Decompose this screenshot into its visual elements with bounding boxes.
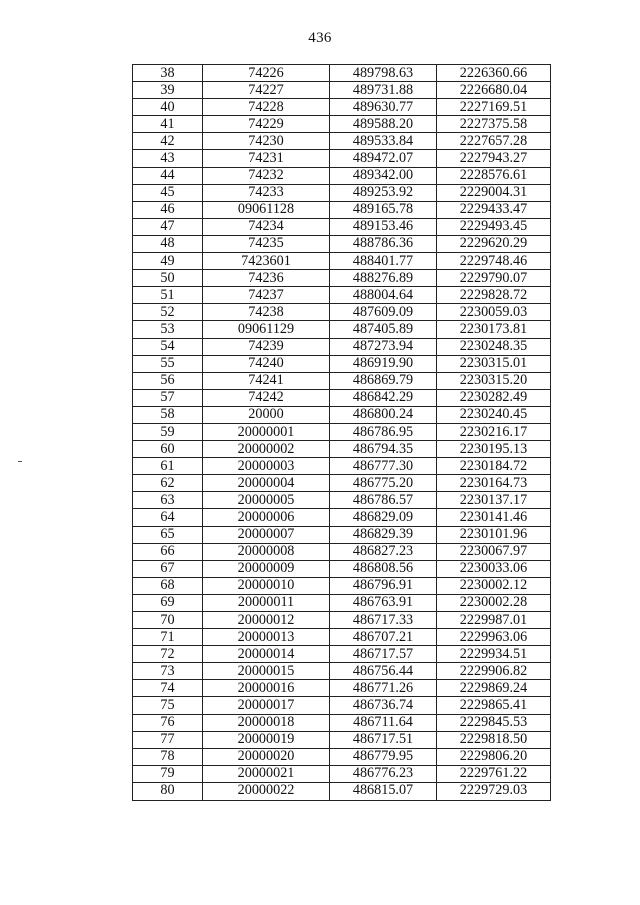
table-row <box>133 526 551 543</box>
point-id-cell: 09061129 <box>203 321 330 338</box>
x-coordinate-cell: 486829.39 <box>330 526 437 543</box>
y-coordinate-cell: 2226680.04 <box>437 82 551 99</box>
y-coordinate-cell: 2226360.66 <box>437 65 551 82</box>
y-coordinate-cell: 2230216.17 <box>437 423 551 440</box>
point-id-cell: 20000008 <box>203 543 330 560</box>
point-number-cell: 67 <box>133 560 203 577</box>
x-coordinate-cell: 486717.33 <box>330 612 437 629</box>
table-row <box>133 321 551 338</box>
table-row <box>133 150 551 167</box>
y-coordinate-cell: 2230033.06 <box>437 560 551 577</box>
x-coordinate-cell: 486776.23 <box>330 765 437 782</box>
point-number-cell: 50 <box>133 270 203 287</box>
y-coordinate-cell: 2230240.45 <box>437 406 551 423</box>
point-id-cell: 74231 <box>203 150 330 167</box>
y-coordinate-cell: 2229934.51 <box>437 646 551 663</box>
y-coordinate-cell: 2229906.82 <box>437 663 551 680</box>
table-row <box>133 389 551 406</box>
point-number-cell: 66 <box>133 543 203 560</box>
y-coordinate-cell: 2229806.20 <box>437 748 551 765</box>
point-id-cell: 74239 <box>203 338 330 355</box>
table-row <box>133 201 551 218</box>
point-number-cell: 40 <box>133 99 203 116</box>
y-coordinate-cell: 2229761.22 <box>437 765 551 782</box>
point-number-cell: 44 <box>133 167 203 184</box>
point-id-cell: 20000002 <box>203 441 330 458</box>
point-id-cell: 20000017 <box>203 697 330 714</box>
x-coordinate-cell: 486779.95 <box>330 748 437 765</box>
x-coordinate-cell: 487609.09 <box>330 304 437 321</box>
x-coordinate-cell: 486794.35 <box>330 441 437 458</box>
point-id-cell: 20000003 <box>203 458 330 475</box>
point-id-cell: 20000013 <box>203 629 330 646</box>
point-id-cell: 20000010 <box>203 577 330 594</box>
point-number-cell: 55 <box>133 355 203 372</box>
point-id-cell: 20000021 <box>203 765 330 782</box>
table-row <box>133 782 551 800</box>
table-row <box>133 680 551 697</box>
point-id-cell: 74242 <box>203 389 330 406</box>
point-number-cell: 62 <box>133 475 203 492</box>
point-id-cell: 74237 <box>203 287 330 304</box>
x-coordinate-cell: 489153.46 <box>330 218 437 235</box>
point-id-cell: 74226 <box>203 65 330 82</box>
table-row <box>133 406 551 423</box>
x-coordinate-cell: 488276.89 <box>330 270 437 287</box>
x-coordinate-cell: 486707.21 <box>330 629 437 646</box>
point-number-cell: 38 <box>133 65 203 82</box>
y-coordinate-cell: 2230184.72 <box>437 458 551 475</box>
point-number-cell: 58 <box>133 406 203 423</box>
table-row <box>133 304 551 321</box>
x-coordinate-cell: 489630.77 <box>330 99 437 116</box>
table-row <box>133 253 551 270</box>
y-coordinate-cell: 2229869.24 <box>437 680 551 697</box>
point-id-cell: 74230 <box>203 133 330 150</box>
x-coordinate-cell: 487273.94 <box>330 338 437 355</box>
x-coordinate-cell: 486775.20 <box>330 475 437 492</box>
point-number-cell: 57 <box>133 389 203 406</box>
table-row <box>133 475 551 492</box>
x-coordinate-cell: 489165.78 <box>330 201 437 218</box>
table-row <box>133 441 551 458</box>
table-row <box>133 458 551 475</box>
point-number-cell: 69 <box>133 594 203 611</box>
page-number: 436 <box>308 30 332 46</box>
point-id-cell: 74233 <box>203 184 330 201</box>
point-id-cell: 20000009 <box>203 560 330 577</box>
point-id-cell: 20000020 <box>203 748 330 765</box>
point-number-cell: 80 <box>133 782 203 800</box>
x-coordinate-cell: 486827.23 <box>330 543 437 560</box>
y-coordinate-cell: 2227943.27 <box>437 150 551 167</box>
table-row <box>133 612 551 629</box>
point-number-cell: 72 <box>133 646 203 663</box>
point-number-cell: 59 <box>133 423 203 440</box>
x-coordinate-cell: 489588.20 <box>330 116 437 133</box>
point-number-cell: 60 <box>133 441 203 458</box>
point-number-cell: 42 <box>133 133 203 150</box>
point-number-cell: 53 <box>133 321 203 338</box>
x-coordinate-cell: 489798.63 <box>330 65 437 82</box>
x-coordinate-cell: 486815.07 <box>330 782 437 800</box>
y-coordinate-cell: 2230248.35 <box>437 338 551 355</box>
x-coordinate-cell: 489472.07 <box>330 150 437 167</box>
table-row <box>133 355 551 372</box>
x-coordinate-cell: 489731.88 <box>330 82 437 99</box>
point-number-cell: 49 <box>133 253 203 270</box>
x-coordinate-cell: 486800.24 <box>330 406 437 423</box>
y-coordinate-cell: 2229729.03 <box>437 782 551 800</box>
table-row <box>133 116 551 133</box>
x-coordinate-cell: 486717.51 <box>330 731 437 748</box>
point-number-cell: 75 <box>133 697 203 714</box>
y-coordinate-cell: 2230002.12 <box>437 577 551 594</box>
y-coordinate-cell: 2227169.51 <box>437 99 551 116</box>
y-coordinate-cell: 2230059.03 <box>437 304 551 321</box>
table-row <box>133 270 551 287</box>
x-coordinate-cell: 486777.30 <box>330 458 437 475</box>
y-coordinate-cell: 2229493.45 <box>437 218 551 235</box>
point-id-cell: 20000006 <box>203 509 330 526</box>
y-coordinate-cell: 2230141.46 <box>437 509 551 526</box>
point-number-cell: 45 <box>133 184 203 201</box>
x-coordinate-cell: 488004.64 <box>330 287 437 304</box>
x-coordinate-cell: 486771.26 <box>330 680 437 697</box>
point-id-cell: 20000011 <box>203 594 330 611</box>
x-coordinate-cell: 488401.77 <box>330 253 437 270</box>
point-number-cell: 70 <box>133 612 203 629</box>
y-coordinate-cell: 2229790.07 <box>437 270 551 287</box>
table-row <box>133 235 551 252</box>
table-row <box>133 82 551 99</box>
table-row <box>133 748 551 765</box>
y-coordinate-cell: 2229987.01 <box>437 612 551 629</box>
point-number-cell: 48 <box>133 235 203 252</box>
point-number-cell: 71 <box>133 629 203 646</box>
x-coordinate-cell: 489342.00 <box>330 167 437 184</box>
x-coordinate-cell: 486717.57 <box>330 646 437 663</box>
point-number-cell: 41 <box>133 116 203 133</box>
y-coordinate-cell: 2230137.17 <box>437 492 551 509</box>
y-coordinate-cell: 2229433.47 <box>437 201 551 218</box>
x-coordinate-cell: 486786.57 <box>330 492 437 509</box>
y-coordinate-cell: 2227657.28 <box>437 133 551 150</box>
point-number-cell: 79 <box>133 765 203 782</box>
y-coordinate-cell: 2229818.50 <box>437 731 551 748</box>
y-coordinate-cell: 2230282.49 <box>437 389 551 406</box>
y-coordinate-cell: 2229620.29 <box>437 235 551 252</box>
y-coordinate-cell: 2230315.01 <box>437 355 551 372</box>
y-coordinate-cell: 2230002.28 <box>437 594 551 611</box>
point-id-cell: 74232 <box>203 167 330 184</box>
y-coordinate-cell: 2230173.81 <box>437 321 551 338</box>
point-number-cell: 76 <box>133 714 203 731</box>
y-coordinate-cell: 2230315.20 <box>437 372 551 389</box>
table-row <box>133 133 551 150</box>
table-row <box>133 167 551 184</box>
x-coordinate-cell: 486763.91 <box>330 594 437 611</box>
table-row <box>133 492 551 509</box>
point-id-cell: 74241 <box>203 372 330 389</box>
coordinates-table <box>132 64 551 801</box>
point-number-cell: 39 <box>133 82 203 99</box>
table-row <box>133 646 551 663</box>
point-number-cell: 63 <box>133 492 203 509</box>
point-number-cell: 77 <box>133 731 203 748</box>
table-row <box>133 663 551 680</box>
point-id-cell: 74240 <box>203 355 330 372</box>
point-number-cell: 54 <box>133 338 203 355</box>
x-coordinate-cell: 486756.44 <box>330 663 437 680</box>
table-row <box>133 372 551 389</box>
point-number-cell: 65 <box>133 526 203 543</box>
point-number-cell: 61 <box>133 458 203 475</box>
y-coordinate-cell: 2228576.61 <box>437 167 551 184</box>
x-coordinate-cell: 486796.91 <box>330 577 437 594</box>
table-row <box>133 594 551 611</box>
point-id-cell: 20000019 <box>203 731 330 748</box>
point-number-cell: 64 <box>133 509 203 526</box>
point-id-cell: 20000005 <box>203 492 330 509</box>
point-id-cell: 20000018 <box>203 714 330 731</box>
y-coordinate-cell: 2229004.31 <box>437 184 551 201</box>
point-id-cell: 74238 <box>203 304 330 321</box>
point-number-cell: 46 <box>133 201 203 218</box>
point-id-cell: 7423601 <box>203 253 330 270</box>
x-coordinate-cell: 486711.64 <box>330 714 437 731</box>
point-number-cell: 47 <box>133 218 203 235</box>
point-number-cell: 73 <box>133 663 203 680</box>
point-id-cell: 74235 <box>203 235 330 252</box>
y-coordinate-cell: 2229865.41 <box>437 697 551 714</box>
point-id-cell: 20000014 <box>203 646 330 663</box>
point-id-cell: 74228 <box>203 99 330 116</box>
point-id-cell: 74236 <box>203 270 330 287</box>
point-id-cell: 74229 <box>203 116 330 133</box>
point-id-cell: 20000016 <box>203 680 330 697</box>
point-id-cell: 20000004 <box>203 475 330 492</box>
table-row <box>133 65 551 82</box>
x-coordinate-cell: 489533.84 <box>330 133 437 150</box>
y-coordinate-cell: 2230195.13 <box>437 441 551 458</box>
x-coordinate-cell: 486829.09 <box>330 509 437 526</box>
table-row <box>133 714 551 731</box>
table-row <box>133 218 551 235</box>
y-coordinate-cell: 2229963.06 <box>437 629 551 646</box>
y-coordinate-cell: 2229845.53 <box>437 714 551 731</box>
point-id-cell: 09061128 <box>203 201 330 218</box>
point-number-cell: 52 <box>133 304 203 321</box>
coordinates-table-body <box>133 65 551 801</box>
table-row <box>133 560 551 577</box>
table-row <box>133 543 551 560</box>
table-row <box>133 99 551 116</box>
point-id-cell: 20000012 <box>203 612 330 629</box>
point-id-cell: 20000022 <box>203 782 330 800</box>
x-coordinate-cell: 488786.36 <box>330 235 437 252</box>
point-id-cell: 20000 <box>203 406 330 423</box>
x-coordinate-cell: 486919.90 <box>330 355 437 372</box>
table-row <box>133 629 551 646</box>
x-coordinate-cell: 486808.56 <box>330 560 437 577</box>
y-coordinate-cell: 2227375.58 <box>437 116 551 133</box>
x-coordinate-cell: 486736.74 <box>330 697 437 714</box>
point-id-cell: 20000015 <box>203 663 330 680</box>
point-number-cell: 68 <box>133 577 203 594</box>
point-id-cell: 74227 <box>203 82 330 99</box>
point-id-cell: 74234 <box>203 218 330 235</box>
table-row <box>133 731 551 748</box>
y-coordinate-cell: 2229828.72 <box>437 287 551 304</box>
x-coordinate-cell: 486786.95 <box>330 423 437 440</box>
y-coordinate-cell: 2230101.96 <box>437 526 551 543</box>
table-row <box>133 509 551 526</box>
y-coordinate-cell: 2230067.97 <box>437 543 551 560</box>
table-row <box>133 338 551 355</box>
y-coordinate-cell: 2230164.73 <box>437 475 551 492</box>
point-number-cell: 56 <box>133 372 203 389</box>
table-row <box>133 577 551 594</box>
point-number-cell: 78 <box>133 748 203 765</box>
x-coordinate-cell: 486869.79 <box>330 372 437 389</box>
point-number-cell: 43 <box>133 150 203 167</box>
y-coordinate-cell: 2229748.46 <box>437 253 551 270</box>
point-number-cell: 74 <box>133 680 203 697</box>
x-coordinate-cell: 487405.89 <box>330 321 437 338</box>
point-id-cell: 20000007 <box>203 526 330 543</box>
table-row <box>133 184 551 201</box>
point-number-cell: 51 <box>133 287 203 304</box>
scan-speck <box>18 461 22 462</box>
table-row <box>133 287 551 304</box>
table-row <box>133 423 551 440</box>
table-row <box>133 765 551 782</box>
x-coordinate-cell: 486842.29 <box>330 389 437 406</box>
x-coordinate-cell: 489253.92 <box>330 184 437 201</box>
point-id-cell: 20000001 <box>203 423 330 440</box>
table-row <box>133 697 551 714</box>
